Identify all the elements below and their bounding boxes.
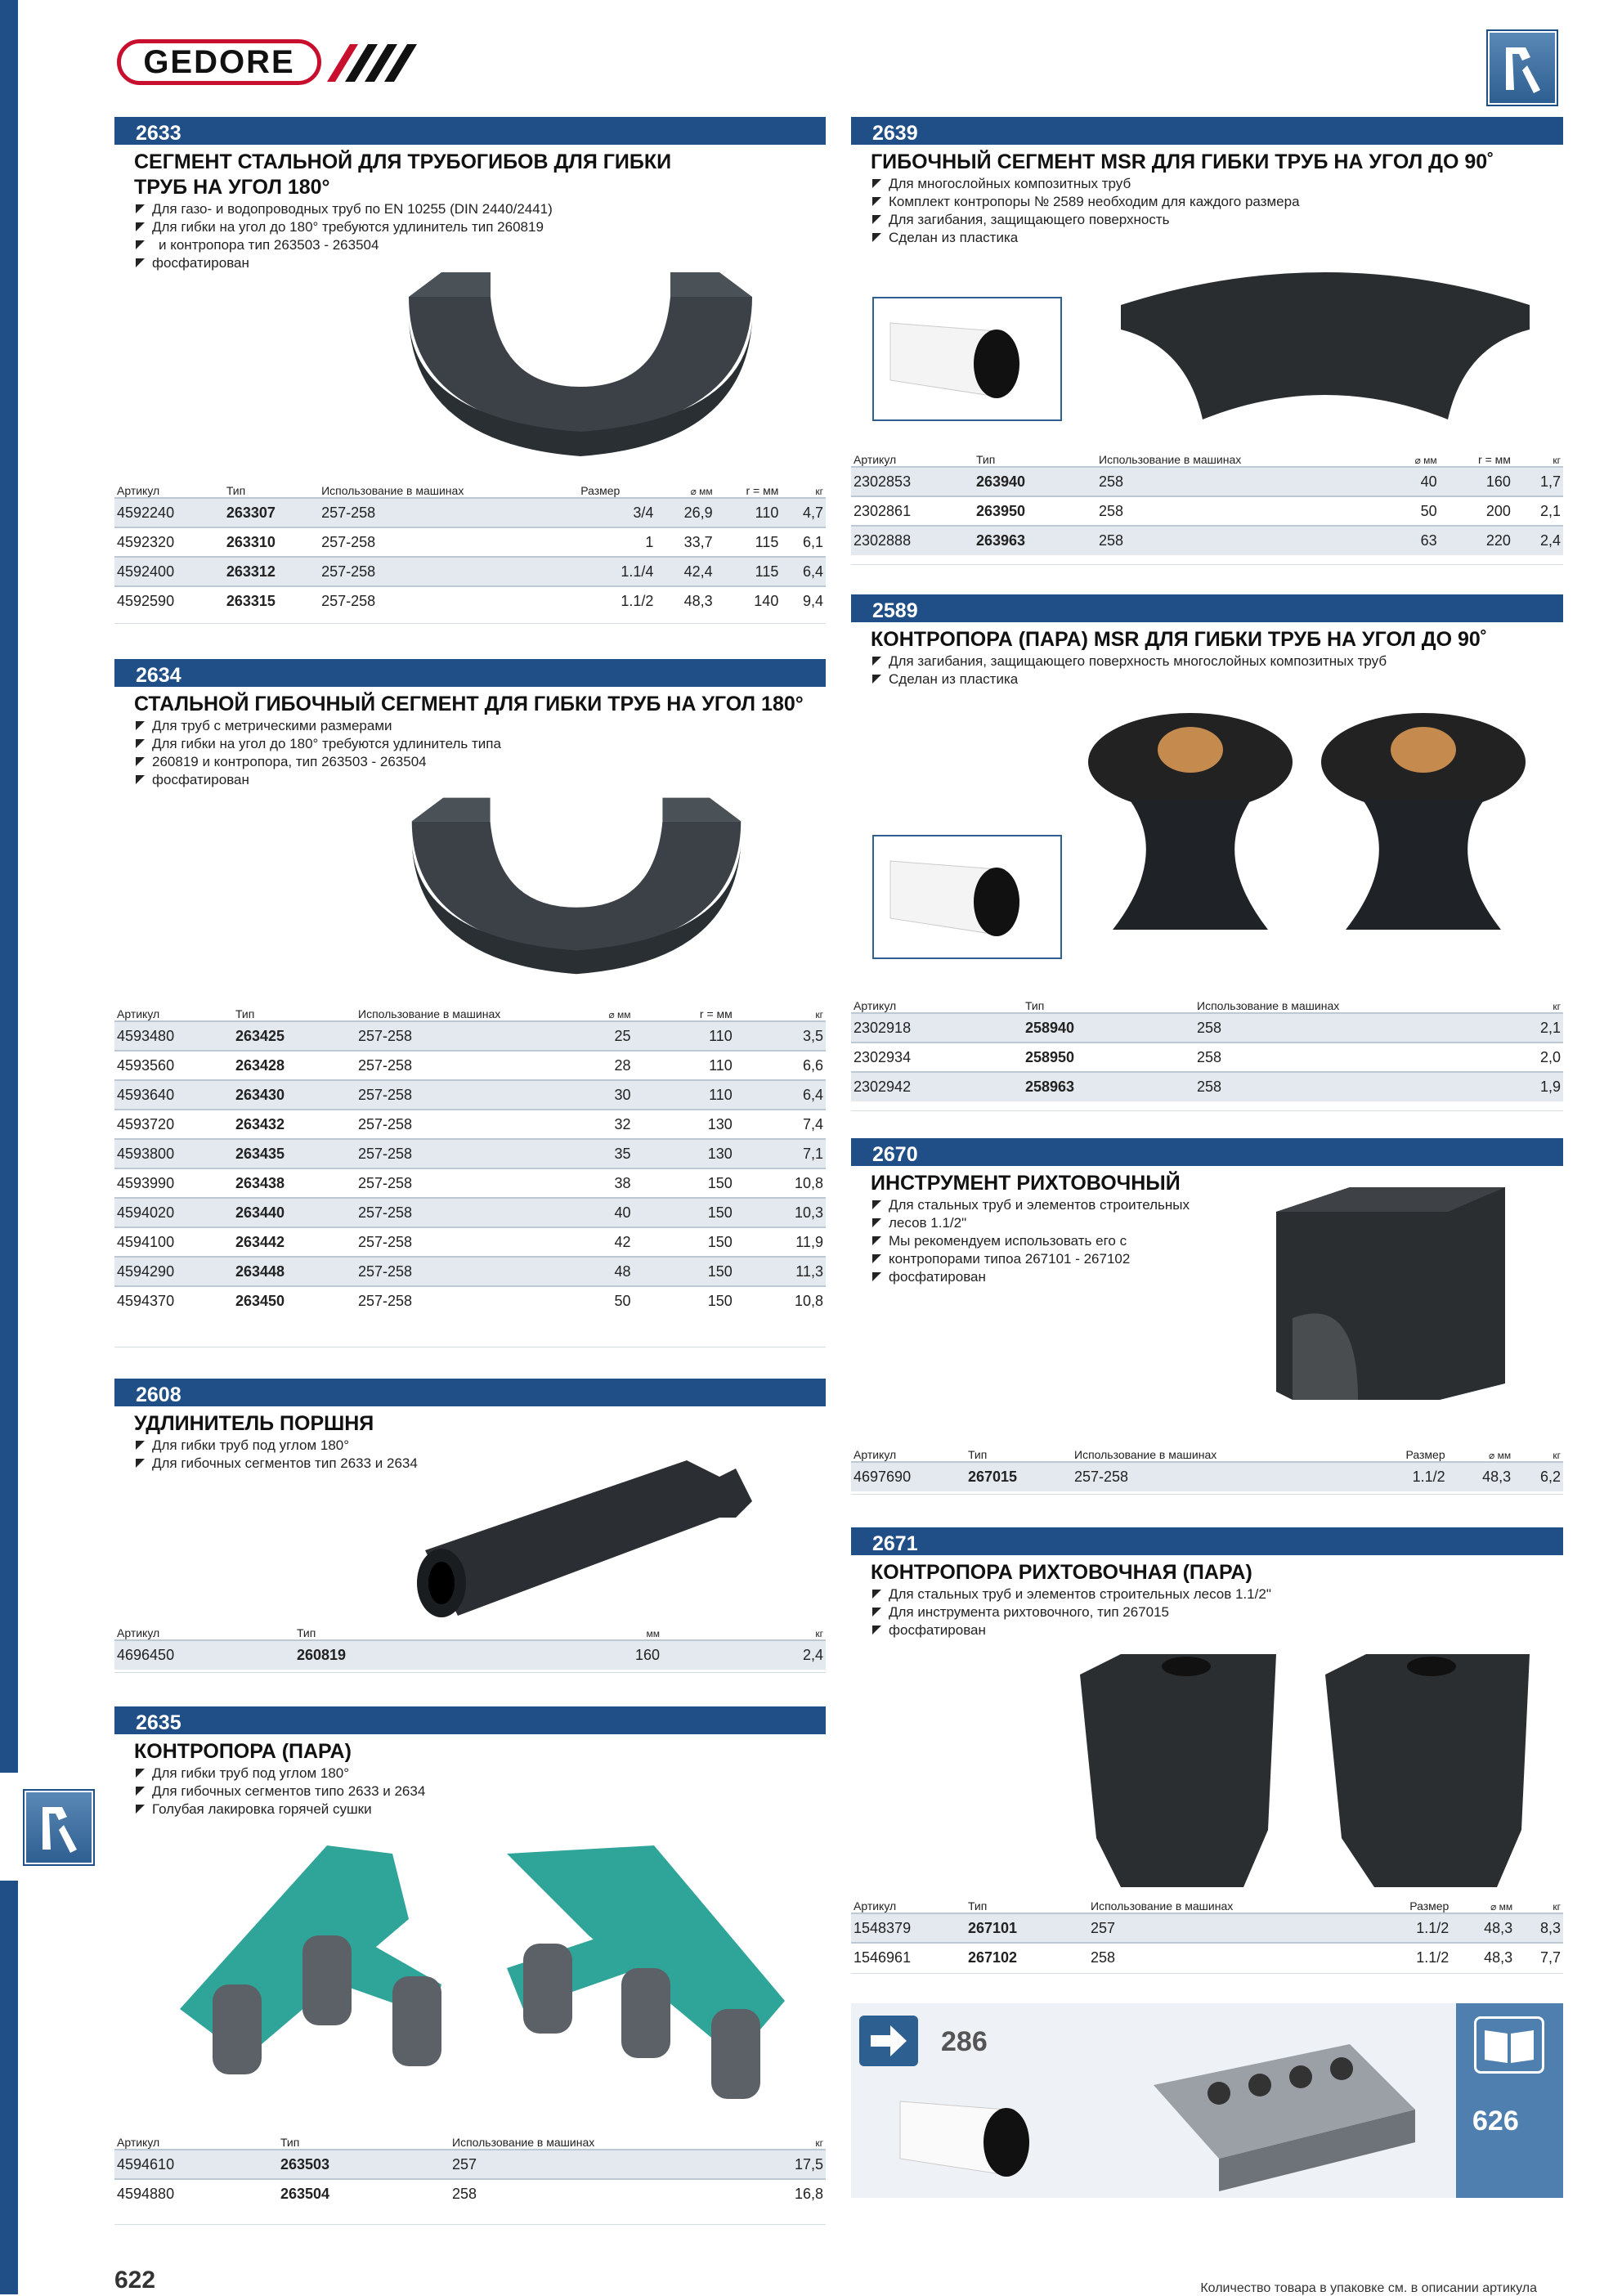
bullet: Для гибки труб под углом 180° (114, 1437, 826, 1455)
bullet: Для гибки на угол до 180° требуются удлинитель типа (114, 735, 826, 753)
table-row: 4592400 263312 257-258 1.1/4 42,4 115 6,4 (114, 557, 826, 586)
piston-extension-image (392, 1428, 760, 1624)
bullet: Для гибки труб под углом 180° (114, 1765, 826, 1783)
table-row: 2302934 258950 258 2,0 (851, 1043, 1563, 1072)
bullet: фосфатирован (114, 771, 826, 789)
pipe-wrench-icon-small[interactable] (25, 1791, 93, 1864)
footer-note: Количество товара в упаковке см. в описании артикула (1200, 2281, 1537, 2295)
section-2639 (851, 117, 1563, 565)
bullet: Для стальных труб и элементов строительных (851, 1196, 1563, 1214)
cross-reference-box (851, 2003, 1563, 2198)
bullet: Для гибочных сегментов тип 2633 и 2634 (114, 1455, 826, 1473)
bullet: Голубая лакировка горячей сушки (114, 1800, 826, 1818)
table-row: 2302918 258940 258 2,1 (851, 1013, 1563, 1043)
table-row: 1546961 267102 258 1.1/2 48,3 7,7 (851, 1943, 1563, 1972)
bullet: Сделан из пластика (851, 229, 1563, 247)
table-row: 1548379 267101 257 1.1/2 48,3 8,3 (851, 1913, 1563, 1943)
bullet: фосфатирован (114, 254, 826, 272)
section-code: 2639 (851, 117, 1563, 145)
page-number: 622 (114, 2267, 156, 2294)
bullet-continuation: контропорами типоа 267101 - 267102 (851, 1250, 1563, 1268)
bullet: Для загибания, защищающего поверхность (851, 211, 1563, 229)
table-row: 4594370 263450 257-258 50 150 10,8 (114, 1286, 826, 1316)
section-title: ИНСТРУМЕНТ РИХТОВОЧНЫЙ (871, 1172, 1181, 1195)
section-2635 (114, 1706, 826, 2225)
section-title: ГИБОЧНЫЙ СЕГМЕНТ MSR ДЛЯ ГИБКИ ТРУБ НА УГОЛ ДО 90˚ (871, 150, 1494, 173)
bullet-continuation: и контропора тип 263503 - 263504 (114, 236, 826, 254)
book-icon[interactable] (1474, 2016, 1544, 2074)
bullet: Для гибочных сегментов типо 2633 и 2634 (114, 1783, 826, 1800)
section-2670 (851, 1138, 1563, 1495)
section-title: УДЛИНИТЕЛЬ ПОРШНЯ (134, 1412, 374, 1435)
section-code: 2633 (114, 117, 826, 145)
brand-name: GEDORE (143, 43, 295, 80)
bullet: Для труб с метрическими размерами (114, 717, 826, 735)
table-row: 4593480 263425 257-258 25 110 3,5 (114, 1021, 826, 1051)
brand-stripes (327, 43, 417, 83)
section-title: КОНТРОПОРА РИХТОВОЧНАЯ (ПАРА) (871, 1561, 1252, 1584)
section-2634 (114, 659, 826, 1348)
table-row: 4592590 263315 257-258 1.1/2 48,3 140 9,4 (114, 586, 826, 616)
bullet: фосфатирован (851, 1621, 1563, 1639)
section-title: КОНТРОПОРА (ПАРА) MSR ДЛЯ ГИБКИ ТРУБ НА УГОЛ ДО 90˚ (871, 628, 1488, 651)
bending-segment-image (384, 790, 768, 978)
straightening-tool-image (1260, 1179, 1513, 1400)
brand-logo (117, 39, 321, 85)
spec-table-2639: Артикул Тип Использование в машинах ⌀ мм r = мм кг 2302853 263940 258 40 160 1,7 2302861 263950 258 50 200 2,1 2302888 263963 258 63 220 2,4 (851, 452, 1563, 555)
table-row: 4696450 260819 160 2,4 (114, 1640, 826, 1670)
table-row: 2302861 263950 258 50 200 2,1 (851, 496, 1563, 526)
spec-table-2670: Артикул Тип Использование в машинах Размер ⌀ мм кг 4697690 267015 257-258 1.1/2 48,3 6,2 (851, 1447, 1563, 1491)
section-2633 (114, 117, 826, 624)
table-row: 4593640 263430 257-258 30 110 6,4 (114, 1080, 826, 1110)
bullet: Для многослойных композитных труб (851, 175, 1563, 193)
msr-counter-support-image (1080, 709, 1538, 946)
section-code: 2608 (114, 1379, 826, 1406)
pipe-thumbnail (872, 835, 1062, 959)
section-title: КОНТРОПОРА (ПАРА) (134, 1740, 352, 1763)
bullet-continuation: 260819 и контропора, тип 263503 - 263504 (114, 753, 826, 771)
spec-table-2635: Артикул Тип Использование в машинах кг 4594610 263503 257 17,5 4594880 263504 258 16,8 (114, 2135, 826, 2209)
msr-bending-segment-image (1113, 256, 1538, 419)
table-row: 4594290 263448 257-258 48 150 11,3 (114, 1257, 826, 1286)
section-2608 (114, 1379, 826, 1673)
counter-support-pair-image (164, 1821, 801, 2107)
section-2671 (851, 1527, 1563, 1974)
table-row: 4593800 263435 257-258 35 130 7,1 (114, 1139, 826, 1168)
catalog-reference-panel[interactable] (1456, 2003, 1563, 2198)
pipe-thumbnail (872, 297, 1062, 421)
bullet: фосфатирован (851, 1268, 1563, 1286)
section-code: 2589 (851, 594, 1563, 622)
section-code: 2670 (851, 1138, 1563, 1166)
table-row: 4592240 263307 257-258 3/4 26,9 110 4,7 (114, 498, 826, 527)
table-row: 4697690 267015 257-258 1.1/2 48,3 6,2 (851, 1462, 1563, 1491)
section-title: СЕГМЕНТ СТАЛЬНОЙ ДЛЯ ТРУБОГИБОВ ДЛЯ ГИБКИ ТРУБ НА УГОЛ 180° (134, 150, 672, 199)
spec-table-2633: Артикул Тип Использование в машинах Размер ⌀ мм r = мм кг 4592240 263307 257-258 3/4 26,9 110 4,7 4592320 263310 257-258 1 33,7 115 6,1 4592400 263312 257-258 1.1/4 42,4 115 6,4 4592590 263315 257-258 1.1/2 48,3 140 9,4 (114, 483, 826, 616)
table-row: 4593990 263438 257-258 38 150 10,8 (114, 1168, 826, 1198)
bullet: Для гибки на угол до 180° требуются удлинитель тип 260819 (114, 218, 826, 236)
bullet: Для загибания, защищающего поверхность многослойных композитных труб (851, 652, 1563, 670)
table-row: 4593560 263428 257-258 28 110 6,6 (114, 1051, 826, 1080)
section-code: 2671 (851, 1527, 1563, 1555)
bullet: Для газо- и водопроводных труб по EN 10255 (DIN 2440/2441) (114, 200, 826, 218)
spec-table-2671: Артикул Тип Использование в машинах Размер ⌀ мм кг 1548379 267101 257 1.1/2 48,3 8,3 1546961 267102 258 1.1/2 48,3 7,7 (851, 1899, 1563, 1972)
spec-table-2608: Артикул Тип мм кг 4696450 260819 160 2,4 (114, 1626, 826, 1670)
bullet: Для инструмента рихтовочного, тип 267015 (851, 1603, 1563, 1621)
table-row: 4594100 263442 257-258 42 150 11,9 (114, 1227, 826, 1257)
table-row: 2302853 263940 258 40 160 1,7 (851, 467, 1563, 496)
pipe-wrench-icon[interactable] (1488, 31, 1557, 105)
table-row: 4594880 263504 258 16,8 (114, 2179, 826, 2209)
table-row: 2302888 263963 258 63 220 2,4 (851, 526, 1563, 555)
table-row: 4594020 263440 257-258 40 150 10,3 (114, 1198, 826, 1227)
reference-page-right[interactable]: 626 (1472, 2105, 1519, 2137)
bending-machine-image (1145, 2036, 1423, 2191)
reference-page-left[interactable]: 286 (941, 2026, 988, 2057)
section-code: 2634 (114, 659, 826, 687)
pipe-thumbnail (892, 2085, 1055, 2191)
left-edge-tab (0, 0, 18, 1773)
left-edge-tab-lower (0, 1881, 18, 2294)
bullet: Комплект контропоры № 2589 необходим для каждого размера (851, 193, 1563, 211)
arrow-right-icon[interactable] (859, 2016, 918, 2066)
table-row: 4593720 263432 257-258 32 130 7,4 (114, 1110, 826, 1139)
bending-segment-image (392, 264, 768, 460)
table-row: 4594610 263503 257 17,5 (114, 2150, 826, 2179)
section-code: 2635 (114, 1706, 826, 1734)
spec-table-2634: Артикул Тип Использование в машинах ⌀ мм r = мм кг 4593480 263425 257-258 25 110 3,5 4593560 263428 257-258 28 110 6,6 4593640 263430 257-258 30 110 6,4 4593720 263432 257-258 32 130 7,4 4593800 263435 257-258 35 130 7,1 4593990 263438 257-258 38 150 10,8 4594020 263440 257-258 40 150 10,3 4594100 263442 257-258 42 150 11,9 4594290 263448 257-258 48 150 11,3 4594370 263450 257-258 50 150 10,8 (114, 1007, 826, 1316)
section-title: СТАЛЬНОЙ ГИБОЧНЫЙ СЕГМЕНТ ДЛЯ ГИБКИ ТРУБ НА УГОЛ 180° (134, 693, 804, 715)
spec-table-2589: Артикул Тип Использование в машинах кг 2302918 258940 258 2,1 2302934 258950 258 2,0 2302942 258963 258 1,9 (851, 998, 1563, 1101)
straightening-counter-support-image (1072, 1650, 1546, 1887)
table-row: 2302942 258963 258 1,9 (851, 1072, 1563, 1101)
section-2589 (851, 594, 1563, 1111)
bullet: Для стальных труб и элементов строительных лесов 1.1/2" (851, 1585, 1563, 1603)
bullet: Сделан из пластика (851, 670, 1563, 688)
bullet: Мы рекомендуем использовать его с (851, 1232, 1563, 1250)
bullet-continuation: лесов 1.1/2" (851, 1214, 1563, 1232)
table-row: 4592320 263310 257-258 1 33,7 115 6,1 (114, 527, 826, 557)
